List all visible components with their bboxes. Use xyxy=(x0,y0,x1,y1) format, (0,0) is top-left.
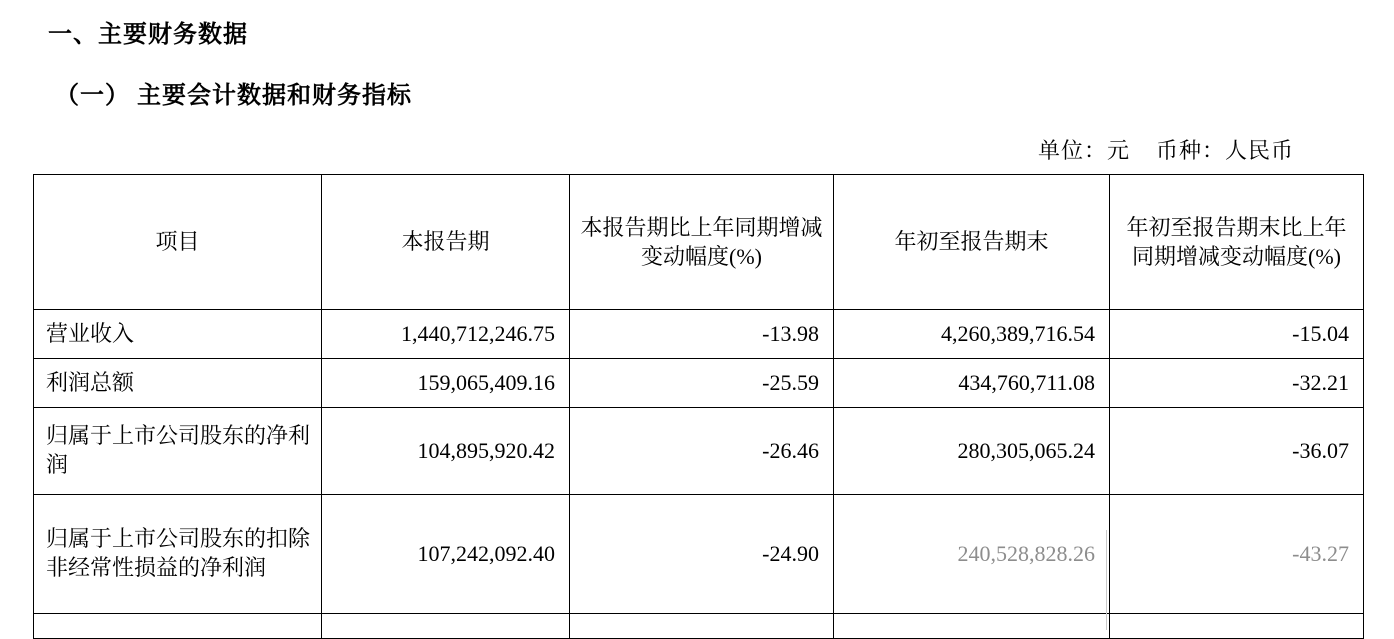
currency-label: 币种：人民币 xyxy=(1155,138,1294,163)
table-row xyxy=(34,310,1364,359)
column-header-item: 项目 xyxy=(34,175,322,310)
cell-ytd: 280,305,065.24 xyxy=(834,408,1110,495)
cell-ytd: 434,760,711.08 xyxy=(834,359,1110,408)
table-row xyxy=(34,495,1364,614)
cell-current-period-change: -26.46 xyxy=(570,408,834,495)
table-row-truncated xyxy=(34,614,1364,639)
cell-current-period-change: -24.90 xyxy=(570,495,834,614)
column-header-current-period: 本报告期 xyxy=(322,175,570,310)
table-row xyxy=(34,408,1364,495)
unit-currency-line xyxy=(0,134,1394,165)
column-header-current-period-change: 本报告期比上年同期增减变动幅度(%) xyxy=(570,175,834,310)
row-label: 归属于上市公司股东的扣除非经常性损益的净利润 xyxy=(34,495,322,614)
cell-current-period-change: -25.59 xyxy=(570,359,834,408)
section-subtitle: （一） 主要会计数据和财务指标 xyxy=(55,83,412,109)
scan-artifact-line xyxy=(1106,530,1107,630)
row-label: 利润总额 xyxy=(34,359,322,408)
cell-truncated xyxy=(1110,614,1364,639)
unit-label: 单位：元 xyxy=(1037,138,1130,163)
table-row xyxy=(34,359,1364,408)
table-header-row xyxy=(34,175,1364,310)
row-label: 归属于上市公司股东的净利润 xyxy=(34,408,322,495)
document-page xyxy=(0,14,1394,632)
cell-truncated xyxy=(570,614,834,639)
financial-data-table xyxy=(33,174,1364,639)
cell-current-period: 159,065,409.16 xyxy=(322,359,570,408)
cell-current-period: 107,242,092.40 xyxy=(322,495,570,614)
column-header-ytd: 年初至报告期末 xyxy=(834,175,1110,310)
cell-ytd: 240,528,828.26 xyxy=(834,495,1110,614)
cell-ytd: 4,260,389,716.54 xyxy=(834,310,1110,359)
cell-truncated xyxy=(34,614,322,639)
cell-ytd-change: -36.07 xyxy=(1110,408,1364,495)
cell-truncated xyxy=(834,614,1110,639)
cell-current-period-change: -13.98 xyxy=(570,310,834,359)
row-label: 营业收入 xyxy=(34,310,322,359)
cell-ytd-change: -32.21 xyxy=(1110,359,1364,408)
cell-current-period: 104,895,920.42 xyxy=(322,408,570,495)
column-header-ytd-change: 年初至报告期末比上年同期增减变动幅度(%) xyxy=(1110,175,1364,310)
cell-truncated xyxy=(322,614,570,639)
cell-ytd-change: -43.27 xyxy=(1110,495,1364,614)
cell-current-period: 1,440,712,246.75 xyxy=(322,310,570,359)
page-title: 一、主要财务数据 xyxy=(48,22,248,48)
cell-ytd-change: -15.04 xyxy=(1110,310,1364,359)
